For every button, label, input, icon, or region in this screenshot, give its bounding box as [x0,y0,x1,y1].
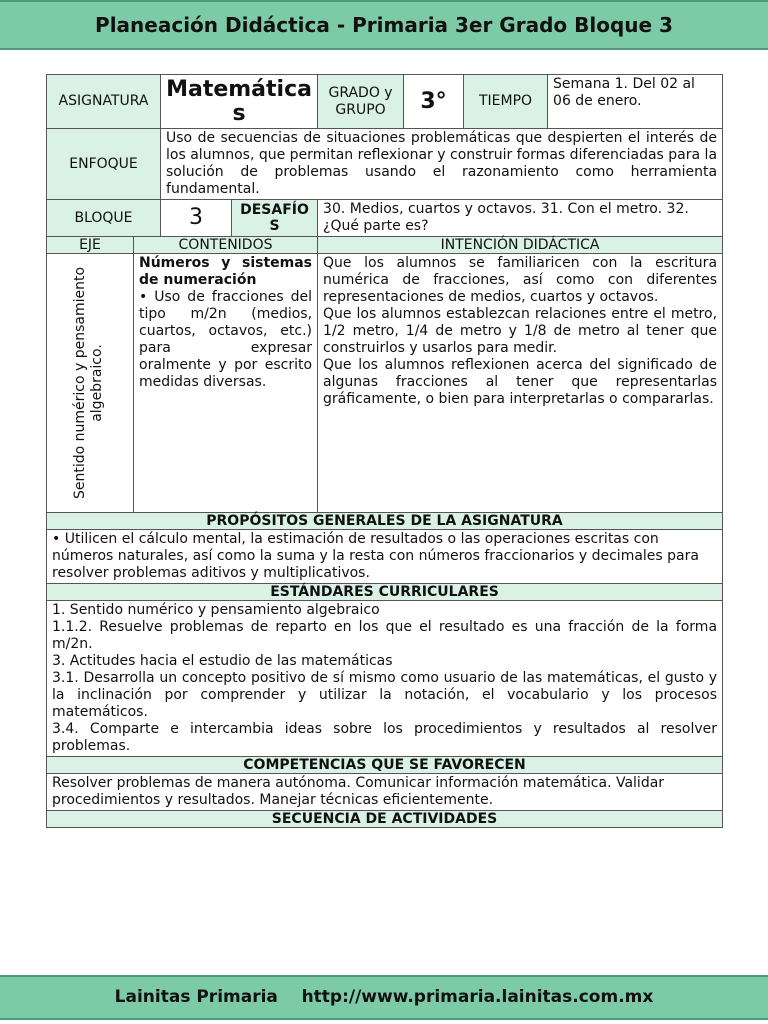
contenidos-title: Números y sistemas de numeración [139,255,313,288]
row-propositos-title [47,513,723,530]
asignatura-label: ASIGNATURA [47,75,161,129]
tiempo-value: Semana 1. Del 02 al 06 de enero. [548,75,723,129]
intencion-cell [318,254,723,513]
row-estandares-title [47,584,723,601]
contenidos-cell [134,254,318,513]
row-content [47,254,723,513]
row-competencias-text [47,774,723,811]
eje-cell [47,254,134,513]
bloque-label: BLOQUE [47,200,161,237]
enfoque-label: ENFOQUE [47,129,161,200]
row-secuencia-title [47,811,723,828]
tiempo-label: TIEMPO [464,75,548,129]
asignatura-value: Matemáticas [161,75,318,129]
contenidos-text: • Uso de fracciones del tipo m/2n (medios, cuartos, octavos, etc.) para expresar oralmente y por escrito medidas diversas. [139,289,313,390]
bloque-value: 3 [161,200,232,237]
estandar-item: 3.1. Desarrolla un concepto positivo de sí mismo como usuario de las matemáticas, el gusto y la inclinación por comprender y utilizar la notación, el vocabulario y los procesos matemáticos. [52,670,718,720]
estandares-title: ESTÁNDARES CURRICULARES [47,584,723,601]
estandar-item: 1.1.2. Resuelve problemas de reparto en los que el resultado es una fracción de la forma m/2n. [52,619,718,652]
contenidos-header: CONTENIDOS [134,237,318,254]
propositos-title: PROPÓSITOS GENERALES DE LA ASIGNATURA [47,513,723,530]
row-propositos-text [47,530,723,584]
footer-text: Lainitas Primaria http://www.primaria.lainitas.com.mx [114,987,654,1007]
row-column-headers [47,237,723,254]
page-header [0,0,768,50]
desafios-text: 30. Medios, cuartos y octavos. 31. Con el metro. 32. ¿Qué parte es? [318,200,723,237]
page-footer [0,975,768,1020]
estandar-item: 1. Sentido numérico y pensamiento algebraico [52,602,380,618]
competencias-text: Resolver problemas de manera autónoma. Comunicar información matemática. Validar procedimientos y resultados. Manejar técnicas eficientemente. [47,774,723,811]
intencion-header: INTENCIÓN DIDÁCTICA [318,237,723,254]
estandares-cell [47,601,723,757]
row-competencias-title [47,757,723,774]
estandar-item: 3.4. Comparte e intercambia ideas sobre los procedimientos y resultados al resolver problemas. [52,721,718,754]
intencion-paragraph: Que los alumnos establezcan relaciones entre el metro, 1/2 metro, 1/4 de metro y 1/8 de metro al tener que construirlos y usarlos para medir. [323,306,718,356]
intencion-paragraph: Que los alumnos reflexionen acerca del significado de algunas fracciones al tener que representarlas gráficamente, o bien para interpretarlas o compararlas. [323,357,718,407]
enfoque-text: Uso de secuencias de situaciones problemáticas que despierten el interés de los alumnos, que permitan reflexionar y construir formas diferenciadas para la solución de problemas usando el razonamiento como herramienta fundamental. [161,129,723,200]
eje-header: EJE [47,237,134,254]
secuencia-title: SECUENCIA DE ACTIVIDADES [47,811,723,828]
competencias-title: COMPETENCIAS QUE SE FAVORECEN [47,757,723,774]
row-enfoque [47,129,723,200]
propositos-text: • Utilicen el cálculo mental, la estimación de resultados o las operaciones escritas con números naturales, así como la suma y la resta con números fraccionarios y decimales para resolver problemas aditivos y multiplicativos. [47,530,723,584]
plan-table [46,74,723,828]
grado-label: GRADO y GRUPO [318,75,404,129]
estandar-item: 3. Actitudes hacia el estudio de las matemáticas [52,653,393,669]
row-bloque [47,200,723,237]
row-estandares-text [47,601,723,757]
desafios-label: DESAFÍOS [232,200,318,237]
intencion-paragraph: Que los alumnos se familiaricen con la escritura numérica de fracciones, así como con diferentes representaciones de medios, cuartos y octavos. [323,255,718,305]
eje-text: Sentido numérico y pensamiento algebraico. [72,266,105,500]
page-title: Planeación Didáctica - Primaria 3er Grado Bloque 3 [95,13,673,37]
grado-value: 3° [404,75,464,129]
row-asignatura [47,75,723,129]
